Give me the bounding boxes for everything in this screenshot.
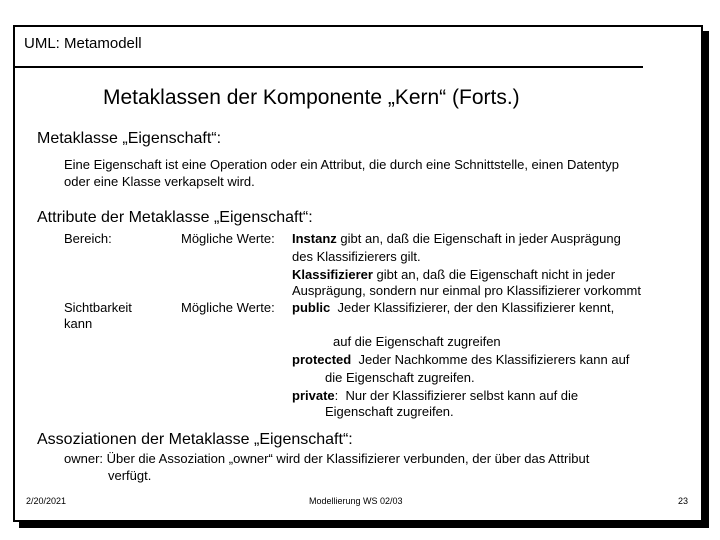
eigenschaft-desc-line1: Eine Eigenschaft ist eine Operation oder ein Attribut, die durch eine Schnittstelle, einen Datentyp — [64, 157, 620, 172]
bereich-klass-line1 — [292, 267, 615, 282]
slide-title: Metaklassen der Komponente „Kern“ (Forts.) — [103, 86, 520, 109]
footer-page-number: 23 — [678, 496, 689, 506]
instanz-keyword: Instanz — [292, 231, 337, 246]
protected-line2: die Eigenschaft zugreifen. — [325, 370, 475, 385]
owner-line2: verfügt. — [108, 468, 152, 483]
protected-line1 — [292, 352, 629, 367]
owner-line1: owner: Über die Assoziation „owner“ wird der Klassifizierer verbunden, der über das Attribut — [64, 451, 590, 466]
eigenschaft-desc-line2: oder eine Klasse verkapselt wird. — [64, 174, 255, 189]
slide-frame — [13, 25, 703, 522]
bereich-instanz-line2: des Klassifizierers gilt. — [292, 249, 421, 264]
public-line1 — [292, 300, 614, 315]
klassifizierer-keyword: Klassifizierer — [292, 267, 373, 282]
public-text: Jeder Klassifizierer, der den Klassifizierer kennt, — [330, 300, 615, 315]
public-keyword: public — [292, 300, 331, 315]
bereich-label: Bereich: — [64, 231, 112, 246]
section-heading-eigenschaft: Metaklasse „Eigenschaft“: — [37, 130, 222, 147]
footer-date: 2/20/2021 — [26, 496, 67, 506]
private-keyword: private — [292, 388, 335, 403]
public-line2: auf die Eigenschaft zugreifen — [333, 334, 501, 349]
header-rule — [15, 66, 643, 68]
private-line1 — [292, 388, 578, 403]
klassifizierer-text: gibt an, daß die Eigenschaft nicht in jeder — [372, 267, 616, 282]
protected-keyword: protected — [292, 352, 352, 367]
sichtbarkeit-label-kann: kann — [64, 316, 93, 331]
bereich-klass-line2: Ausprägung, sondern nur einmal pro Klassifizierer vorkommt — [292, 283, 641, 298]
footer-course: Modellierung WS 02/03 — [309, 496, 403, 506]
slide-header: UML: Metamodell — [24, 35, 142, 52]
instanz-text: gibt an, daß die Eigenschaft in jeder Ausprägung — [336, 231, 621, 246]
protected-text: Jeder Nachkomme des Klassifizierers kann auf — [351, 352, 630, 367]
section-heading-attribute: Attribute der Metaklasse „Eigenschaft“: — [37, 209, 313, 226]
sichtbarkeit-werte-label: Mögliche Werte: — [181, 300, 275, 315]
private-line2: Eigenschaft zugreifen. — [325, 404, 454, 419]
section-heading-assoziationen: Assoziationen der Metaklasse „Eigenschaft“: — [37, 431, 353, 448]
bereich-instanz-line1 — [292, 231, 621, 246]
bereich-werte-label: Mögliche Werte: — [181, 231, 275, 246]
sichtbarkeit-label: Sichtbarkeit — [64, 300, 132, 315]
private-text: : Nur der Klassifizierer selbst kann auf die — [334, 388, 579, 403]
